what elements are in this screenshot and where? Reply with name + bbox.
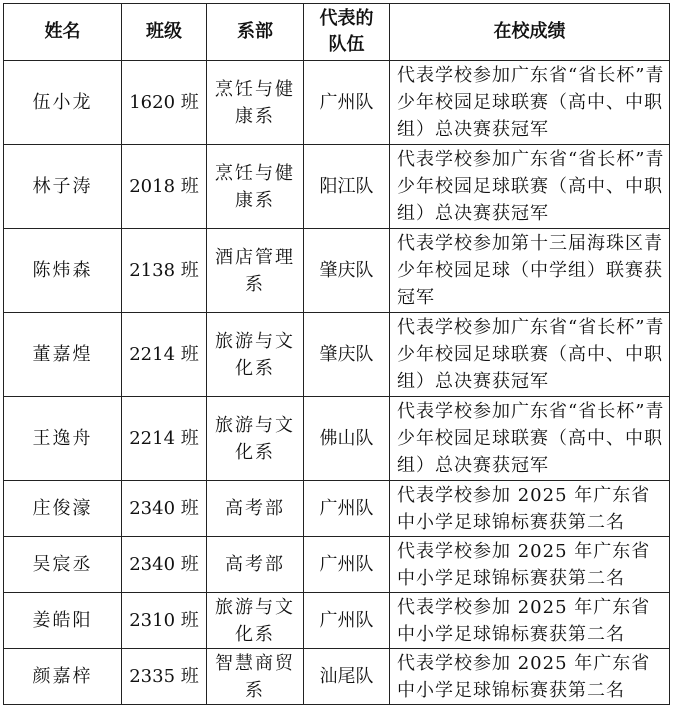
header-team: 代表的队伍 (304, 4, 390, 61)
cell-result: 代表学校参加 2025 年广东省中小学足球锦标赛获第二名 (390, 593, 670, 649)
cell-result: 代表学校参加广东省“省长杯”青少年校园足球联赛（高中、中职组）总决赛获冠军 (390, 145, 670, 229)
cell-name: 伍小龙 (4, 61, 122, 145)
cell-department: 旅游与文化系 (207, 397, 304, 481)
cell-team: 肇庆队 (304, 229, 390, 313)
cell-class: 2138 班 (122, 229, 207, 313)
cell-team: 汕尾队 (304, 649, 390, 705)
cell-name: 王逸舟 (4, 397, 122, 481)
table-row (4, 537, 670, 593)
cell-team: 广州队 (304, 537, 390, 593)
header-name: 姓名 (4, 4, 122, 61)
cell-department: 酒店管理系 (207, 229, 304, 313)
table-row (4, 313, 670, 397)
header-department: 系部 (207, 4, 304, 61)
table-row (4, 649, 670, 705)
cell-department: 旅游与文化系 (207, 593, 304, 649)
cell-class: 2340 班 (122, 481, 207, 537)
table-row (4, 61, 670, 145)
cell-class: 2018 班 (122, 145, 207, 229)
cell-result: 代表学校参加第十三届海珠区青少年校园足球（中学组）联赛获冠军 (390, 229, 670, 313)
table-header-row (4, 4, 670, 61)
cell-name: 姜皓阳 (4, 593, 122, 649)
cell-department: 烹饪与健康系 (207, 145, 304, 229)
cell-team: 佛山队 (304, 397, 390, 481)
cell-result: 代表学校参加 2025 年广东省中小学足球锦标赛获第二名 (390, 537, 670, 593)
cell-result: 代表学校参加 2025 年广东省中小学足球锦标赛获第二名 (390, 649, 670, 705)
cell-class: 2335 班 (122, 649, 207, 705)
table-row (4, 593, 670, 649)
cell-name: 陈炜森 (4, 229, 122, 313)
cell-name: 颜嘉梓 (4, 649, 122, 705)
cell-department: 智慧商贸系 (207, 649, 304, 705)
cell-class: 2214 班 (122, 313, 207, 397)
cell-team: 广州队 (304, 593, 390, 649)
cell-team: 阳江队 (304, 145, 390, 229)
cell-team: 广州队 (304, 61, 390, 145)
cell-name: 林子涛 (4, 145, 122, 229)
header-class: 班级 (122, 4, 207, 61)
cell-class: 1620 班 (122, 61, 207, 145)
cell-team: 肇庆队 (304, 313, 390, 397)
cell-class: 2214 班 (122, 397, 207, 481)
cell-department: 高考部 (207, 481, 304, 537)
cell-result: 代表学校参加广东省“省长杯”青少年校园足球联赛（高中、中职组）总决赛获冠军 (390, 397, 670, 481)
cell-class: 2310 班 (122, 593, 207, 649)
cell-team: 广州队 (304, 481, 390, 537)
header-result: 在校成绩 (390, 4, 670, 61)
cell-result: 代表学校参加广东省“省长杯”青少年校园足球联赛（高中、中职组）总决赛获冠军 (390, 313, 670, 397)
cell-name: 吴宸丞 (4, 537, 122, 593)
cell-name: 庄俊濠 (4, 481, 122, 537)
cell-result: 代表学校参加 2025 年广东省中小学足球锦标赛获第二名 (390, 481, 670, 537)
cell-department: 烹饪与健康系 (207, 61, 304, 145)
cell-class: 2340 班 (122, 537, 207, 593)
table-row (4, 229, 670, 313)
student-achievement-table (3, 3, 670, 705)
table-row (4, 397, 670, 481)
cell-name: 董嘉煌 (4, 313, 122, 397)
cell-result: 代表学校参加广东省“省长杯”青少年校园足球联赛（高中、中职组）总决赛获冠军 (390, 61, 670, 145)
table-row (4, 481, 670, 537)
cell-department: 高考部 (207, 537, 304, 593)
cell-department: 旅游与文化系 (207, 313, 304, 397)
table-row (4, 145, 670, 229)
